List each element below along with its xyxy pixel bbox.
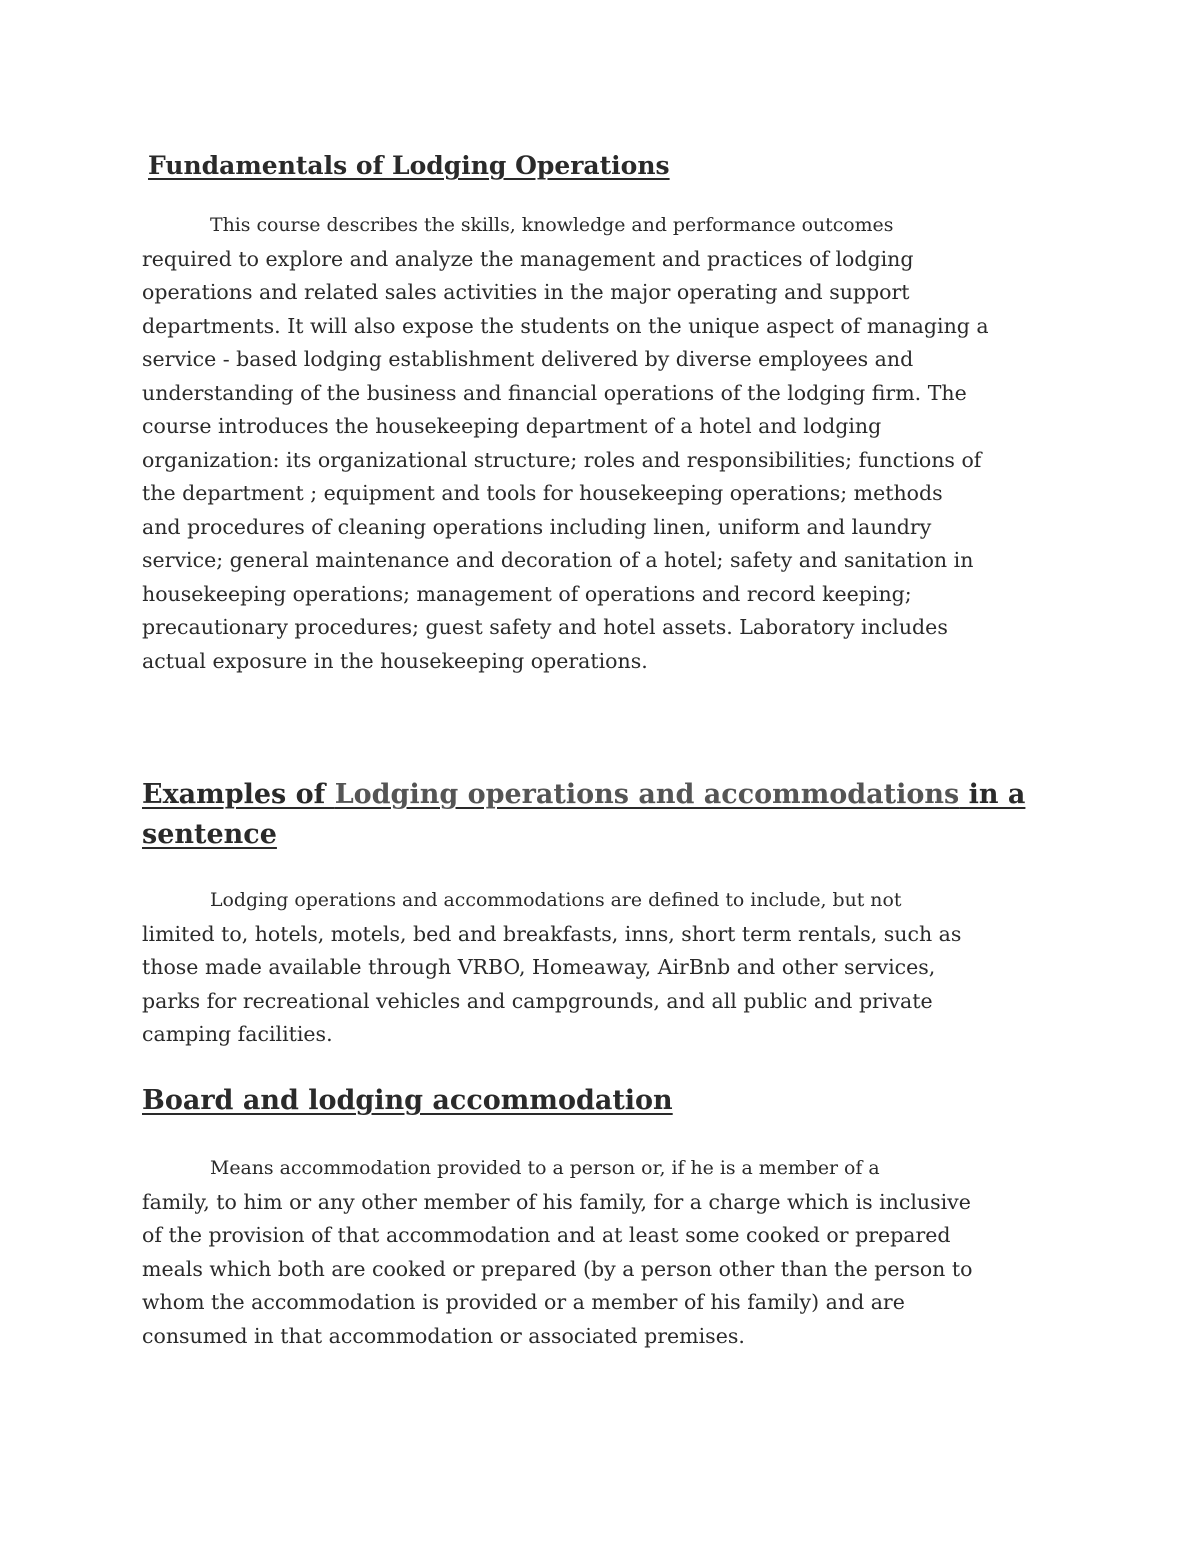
paragraph-line: precautionary procedures; guest safety and hotel assets. Laboratory includes [142, 615, 948, 639]
paragraph-line: departments. It will also expose the students on the unique aspect of managing a [142, 313, 989, 338]
paragraph-line: those made available through VRBO, Homeaway, AirBnb and other services, [142, 955, 936, 979]
paragraph-line: meals which both are cooked or prepared (by a person other than the person to [142, 1256, 973, 1281]
paragraph-line: required to explore and analyze the management and practices of lodging [142, 246, 914, 271]
paragraph-line: service - based lodging establishment delivered by diverse employees and [142, 347, 914, 371]
examples-paragraph [142, 884, 1062, 1052]
paragraph-line: housekeeping operations; management of operations and record keeping; [142, 581, 912, 606]
paragraph-line: the department ; equipment and tools for housekeeping operations; methods [142, 481, 943, 505]
board-lodging-paragraph [142, 1152, 1062, 1353]
paragraph-line: of the provision of that accommodation and at least some cooked or prepared [142, 1223, 951, 1247]
paragraph-line: limited to, hotels, motels, bed and breakfasts, inns, short term rentals, such as [142, 921, 962, 946]
paragraph-line: organization: its organizational structure; roles and responsibilities; functions of [142, 447, 982, 472]
paragraph-line: actual exposure in the housekeeping operations. [142, 648, 648, 673]
paragraph-line: parks for recreational vehicles and campgrounds, and all public and private [142, 988, 933, 1013]
board-lodging-heading: Board and lodging accommodation [142, 1085, 673, 1116]
paragraph-line: family, to him or any other member of his family, for a charge which is inclusive [142, 1189, 971, 1214]
paragraph-line: operations and related sales activities in the major operating and support [142, 280, 910, 304]
paragraph-line: camping facilities. [142, 1022, 333, 1046]
course-description-paragraph [142, 209, 1062, 678]
paragraph-line: Means accommodation provided to a person or, if he is a member of a [210, 1157, 880, 1179]
paragraph-line: understanding of the business and financial operations of the lodging firm. The [142, 380, 967, 405]
examples-heading-part: sentence [142, 819, 277, 850]
paragraph-line: service; general maintenance and decoration of a hotel; safety and sanitation in [142, 548, 974, 572]
paragraph-line: Lodging operations and accommodations are defined to include, but not [210, 889, 902, 911]
document-title: Fundamentals of Lodging Operations [148, 151, 670, 180]
examples-heading-term: Lodging operations and accommodations [334, 779, 960, 810]
paragraph-line: This course describes the skills, knowledge and performance outcomes [210, 214, 894, 236]
paragraph-line: course introduces the housekeeping department of a hotel and lodging [142, 414, 882, 438]
examples-heading [142, 775, 1052, 855]
paragraph-line: whom the accommodation is provided or a member of his family) and are [142, 1290, 905, 1314]
paragraph-line: consumed in that accommodation or associated premises. [142, 1323, 745, 1348]
paragraph-line: and procedures of cleaning operations including linen, uniform and laundry [142, 514, 932, 539]
examples-heading-part: in a [959, 779, 1026, 810]
examples-heading-part: Examples of [142, 779, 335, 810]
